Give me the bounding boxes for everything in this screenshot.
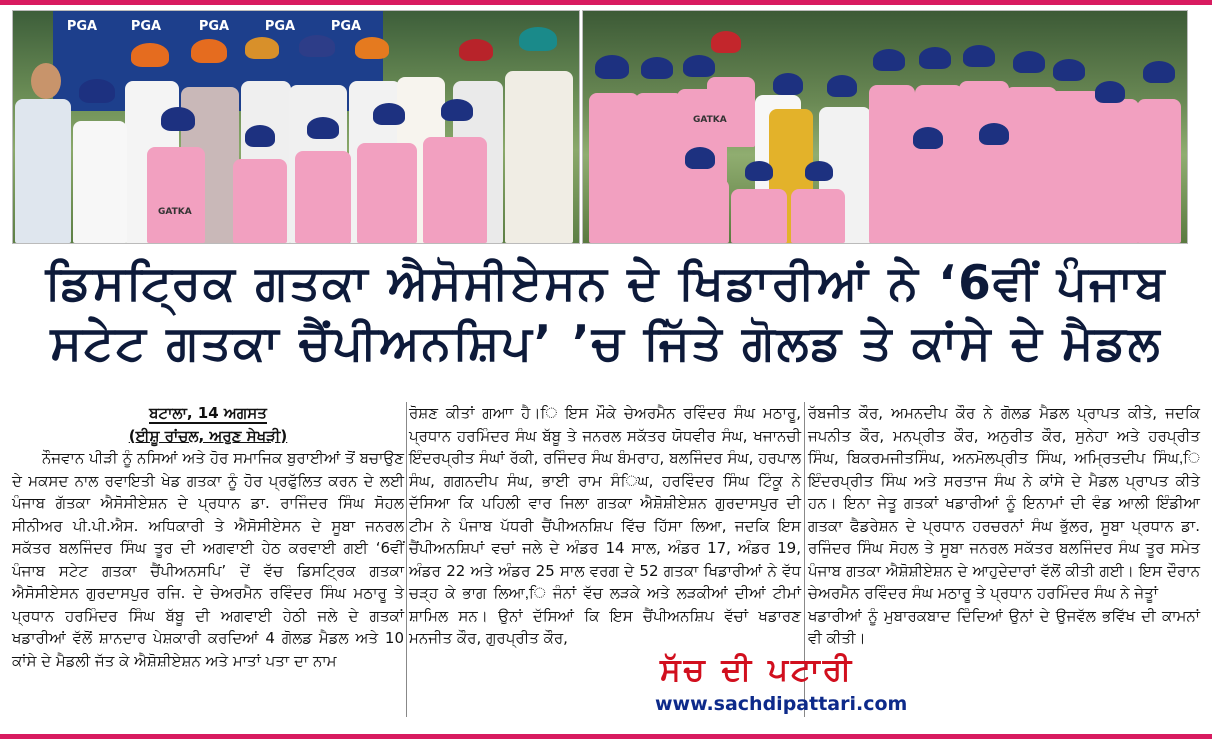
person	[505, 71, 573, 243]
dateline-text: ਬਟਾਲਾ, 14 ਅਗਸਤ	[149, 404, 267, 422]
shirt-text: GATKA	[693, 115, 727, 125]
turban	[299, 35, 335, 57]
headline-line-1: ਡਿਸਟ੍ਰਿਕ ਗਤਕਾ ਐਸੋਸੀਏਸਨ ਦੇ ਖਿਡਾਰੀਆਂ ਨੇ ‘6ਵੀਂ ਪੰਜਾਬ	[45, 256, 1167, 311]
player	[1097, 99, 1139, 243]
turban	[161, 107, 195, 131]
person	[15, 99, 71, 243]
turban	[873, 49, 905, 71]
player	[233, 159, 287, 243]
turban	[595, 55, 629, 79]
turban	[519, 27, 557, 51]
turban	[1143, 61, 1175, 83]
turban	[441, 99, 473, 121]
player	[707, 77, 755, 147]
turban	[919, 47, 951, 69]
publication-url: www.sachdipattari.com	[655, 693, 908, 715]
turban	[307, 117, 339, 139]
turban	[79, 79, 115, 103]
player	[667, 179, 729, 243]
turban	[683, 55, 715, 77]
player	[589, 93, 639, 243]
article-column-3	[808, 402, 1200, 650]
turban	[131, 43, 169, 67]
turban	[979, 123, 1009, 145]
turban	[913, 127, 943, 149]
banner-text: PGA	[264, 19, 296, 34]
turban	[355, 37, 389, 59]
article-column-2	[409, 402, 801, 650]
turban	[641, 57, 673, 79]
turban	[245, 125, 275, 147]
turban	[773, 73, 803, 95]
turban	[963, 45, 995, 67]
person	[73, 121, 127, 243]
dateline	[12, 402, 404, 425]
player	[295, 151, 351, 243]
byline: (ਈਸ਼ੂ ਰਾਂਚਲ, ਅਰੁਣ ਸੇਖੜੀ)	[128, 426, 288, 445]
top-accent-bar	[0, 0, 1212, 5]
publication-logo: ਸੱਚ ਦੀ ਪਟਾਰੀ	[660, 652, 855, 688]
turban	[1095, 81, 1125, 103]
turban	[685, 147, 715, 169]
bottom-accent-bar	[0, 734, 1212, 739]
turban	[1013, 51, 1045, 73]
article-column-1	[12, 402, 404, 672]
turban	[245, 37, 279, 59]
turban	[191, 39, 227, 63]
photo-team-group	[582, 10, 1188, 244]
player	[357, 143, 417, 243]
player	[731, 189, 787, 243]
banner-text: PGA	[330, 19, 362, 34]
banner-text: PGA	[66, 19, 98, 34]
article-paragraph: ਨੌਜਵਾਨ ਪੀੜੀ ਨੂੰ ਨਸਿਆਂ ਅਤੇ ਹੋਰ ਸਮਾਜਿਕ ਬੁਰਾਈਆਂ ਤੋਂ ਬਚਾਉਣ ਦੇ ਮਕਸਦ ਨਾਲ ਰਵਾਇਤੀ ਖੇਡ ਗਤਕਾ ਨੂੰ ਹੋਰ ਪ੍ਰਫੁੱਲਿਤ ਕਰਨ ਦੇ ਲਈ ਪੰਜਾਬ ਗੱਤਕਾ ਐਸੋਸੀਏਸ਼ਨ ਦੇ ਪ੍ਰਧਾਨ ਡਾ. ਰਾਜਿੰਦਰ ਸਿੰਘ ਸੋਹਲ ਸੀਨੀਅਰ ਪੀ.ਪੀ.ਐਸ. ਅਧਿਕਾਰੀ ਤੇ ਐਸੋਸੀਏਸਨ ਦੇ ਸੂਬਾ ਜਨਰਲ ਸਕੱਤਰ ਬਲਜਿੰਦਰ ਸਿੰਘ ਤੂਰ ਦੀ ਅਗਵਾਈ ਹੇਠ ਕਰਵਾਈ ਗਈ ‘6ਵੀਂ ਪੰਜਾਬ ਸਟੇਟ ਗਤਕਾ ਚੈਂਪੀਅਨਸਪਿ’ ਦੇਂ ਵੱਚ ਡਿਸਟ੍ਰਿਕ ਗਤਕਾ ਐਸੋਸੀਏਸਨ ਗੁਰਦਾਸਪੁਰ ਰਜਿ. ਦੇ ਚੇਅਰਮੈਨ ਰਵਿੰਦਰ ਸਿੰਘ ਮਠਾਰੂ ਤੇ ਪ੍ਰਧਾਨ ਹਰਮਿੰਦਰ ਸਿੰਘ ਬੱਬੂ ਦੀ ਅਗਵਾਈ ਹੇਠੀ ਜਲੇ ਦੇ ਗਤਕਾਂ ਖਡਾਰੀਆਂ ਵੱਲੋਂ ਸ਼ਾਨਦਾਰ ਪੇਸ਼ਕਾਰੀ ਕਰਦਿਆਂ 4 ਗੋਲਡ ਮੈਡਲ ਅਤੇ 10 ਕਾਂਸੇ ਦੇ ਮੈਡਲੀ ਜੱਤ ਕੇ ਐਸ਼ੋਸ਼ੀਏਸ਼ਨ ਅਤੇ ਮਾਤਾਂ ਪਤਾ ਦਾ ਨਾਮ	[12, 449, 404, 670]
turban	[805, 161, 833, 181]
player	[1137, 99, 1181, 243]
person-head	[31, 63, 61, 99]
player	[899, 161, 957, 243]
turban	[1053, 59, 1085, 81]
banner-text: PGA	[198, 19, 230, 34]
headline-line-2: ਸਟੇਟ ਗਤਕਾ ਚੈਂਪੀਅਨਸ਼ਿਪ’ ’ਚ ਜਿੱਤੇ ਗੋਲਡ ਤੇ ਕਾਂਸੇ ਦੇ ਮੈਡਲ	[50, 316, 1162, 371]
player	[791, 189, 845, 243]
column-divider	[406, 402, 407, 717]
turban	[745, 161, 773, 181]
player	[963, 159, 1023, 243]
article-paragraph-tail: ਖਡਾਰੀਆਂ ਨੂੰ ਮੁਬਾਰਕਬਾਦ ਦਿੰਦਿਆਂ ਉਨਾਂ ਦੇ ਉਜਵੱਲ ਭਵਿੱਖ ਦੀ ਕਾਮਨਾਂ ਵੀ ਕੀਤੀ।	[808, 606, 1200, 647]
turban	[373, 103, 405, 125]
article-paragraph: ਰੋਸ਼ਣ ਕੀਤਾਂ ਗਆਾ ਹੈ।ਿ ਇਸ ਮੌਕੇ ਚੇਅਰਮੈਨ ਰਵਿੰਦਰ ਸੰਘ ਮਠਾਰੂ, ਪ੍ਰਧਾਨ ਹਰਮਿੰਦਰ ਸੰਘ ਬੱਬੂ ਤੇ ਜਨਰਲ ਸਕੱਤਰ ਯੋਧਵੀਰ ਸੰਘ, ਖਜਾਨਚੀ ਇੰਦਰਪ੍ਰੀਤ ਸੰਘਾਂ ਰੱਕੀ, ਰਜਿੰਦਰ ਸੰਘ ਬੰਮਰਾਹ, ਬਲਜਿੰਦਰ ਸੰਘ, ਹਰਪਾਲ ਸੰਘ, ਗਗਨਦੀਪ ਸੰਘ, ਭਾਈ ਰਾਮ ਸੰਿਘ, ਹਰਵਿੰਦਰ ਸਿੰਘ ਟਿੰਕੂ ਨੇ ਦੱਸਿਆ ਕਿ ਪਹਿਲੀ ਵਾਰ ਜਿਲਾ ਗਤਕਾ ਐਸ਼ੋਸ਼ੀਏਸ਼ਨ ਗੁਰਦਾਸਪੁਰ ਦੀ ਟੀਮ ਨੇ ਪੰਜਾਬ ਪੱਧਰੀ ਚੈਂਪੀਅਨਸ਼ਿਪ ਵਿੱਚ ਹਿੱਸਾ ਲਿਆ, ਜਦਕਿ ਇਸ ਚੈਂਪੀਅਨਸ਼ਿਪਾਂ ਵਚਾਂ ਜਲੇ ਦੇ ਅੰਡਰ 14 ਸਾਲ, ਅੰਡਰ 17, ਅੰਡਰ 19, ਅੰਡਰ 22 ਅਤੇ ਅੰਡਰ 25 ਸਾਲ ਵਰਗ ਦੇ 52 ਗਤਕਾ ਖਿਡਾਰੀਆਂ ਨੇ ਵੱਧ ਚੜ੍ਹ ਕੇ ਭਾਗ ਲਿਆ,ਿ ਜੰਨਾਂ ਵੱਚ ਲੜਕੇ ਅਤੇ ਲੜਕੀਆਂ ਦੀਆਂ ਟੀਮਾਂ ਸ਼ਾਮਿਲ ਸਨ। ਉਨਾਂ ਦੱਸਿਆਂ ਕਿ ਇਸ ਚੈਂਪੀਅਨਸ਼ਿਪ ਵੱਚਾਂ ਖਡਾਰਣ ਮਨਜੀਤ ਕੌਰ, ਗੁਰਪ੍ਰੀਤ ਕੌਰ,	[409, 404, 801, 647]
turban	[711, 31, 741, 53]
player	[147, 147, 205, 243]
player	[423, 137, 487, 243]
article-paragraph: ਰੱਬਜੀਤ ਕੌਰ, ਅਮਨਦੀਪ ਕੌਰ ਨੇ ਗੋਲਡ ਮੈਡਲ ਪ੍ਰਾਪਤ ਕੀਤੇ, ਜਦਕਿ ਜਪਨੀਤ ਕੌਰ, ਮਨਪ੍ਰੀਤ ਕੌਰ, ਅਨੁਰੀਤ ਕੌਰ, ਸੁਨੇਹਾ ਅਤੇ ਹਰਪ੍ਰੀਤ ਸਿੰਘ, ਬਿਕਰਮਜੀਤਸਿੰਘ, ਅਨਮੋਲਪ੍ਰੀਤ ਸਿੰਘ, ਅਮ੍ਰਿਤਦੀਪ ਸਿੰਘ,ਿ ਇੰਦਰਪ੍ਰੀਤ ਸਿੰਘ ਅਤੇ ਸਰਤਾਜ ਸੰਘ ਨੇ ਕਾਂਸੇ ਦੇ ਮੈਡਲ ਪ੍ਰਾਪਤ ਕੀਤੇ ਹਨ। ਇਨਾ ਜੇਤੂ ਗਤਕਾਂ ਖਡਾਰੀਆਂ ਨੂੰ ਇਨਾਮਾਂ ਦੀ ਵੰਡ ਆਲੀ ਇੰਡੀਆ ਗਤਕਾ ਫੈਡਰੇਸ਼ਨ ਦੇ ਪ੍ਰਧਾਨ ਹਰਚਰਨਾਂ ਸੰਘ ਭੁੱਲਰ, ਸੂਬਾ ਪ੍ਰਧਾਨ ਡਾ. ਰਜਿੰਦਰ ਸਿੰਘ ਸੋਹਲ ਤੇ ਸੂਬਾ ਜਨਰਲ ਸਕੱਤਰ ਬਲਜਿੰਦਰ ਸੰਘ ਤੂਰ ਸਮੇਤ ਪੰਜਾਬ ਗਤਕਾ ਐਸ਼ੋਸ਼ੀਏਸ਼ਨ ਦੇ ਆਹੁਦੇਦਾਰਾਂ ਵੱਲੋਂ ਕੀਤੀ ਗਈ। ਇਸ ਦੌਰਾਨ ਚੇਅਰਮੈਨ ਰਵਿੰਦਰ ਸੰਘ ਮਠਾਰੂ ਤੇ ਪ੍ਰਧਾਨ ਹਰਮਿੰਦਰ ਸੰਘ ਨੇ ਜੇਤੂਾਂ	[808, 404, 1200, 602]
player	[1049, 91, 1101, 243]
turban	[827, 75, 857, 97]
banner-text: PGA	[130, 19, 162, 34]
shirt-text: GATKA	[158, 207, 192, 217]
photo-award-ceremony	[12, 10, 580, 244]
turban	[459, 39, 493, 61]
